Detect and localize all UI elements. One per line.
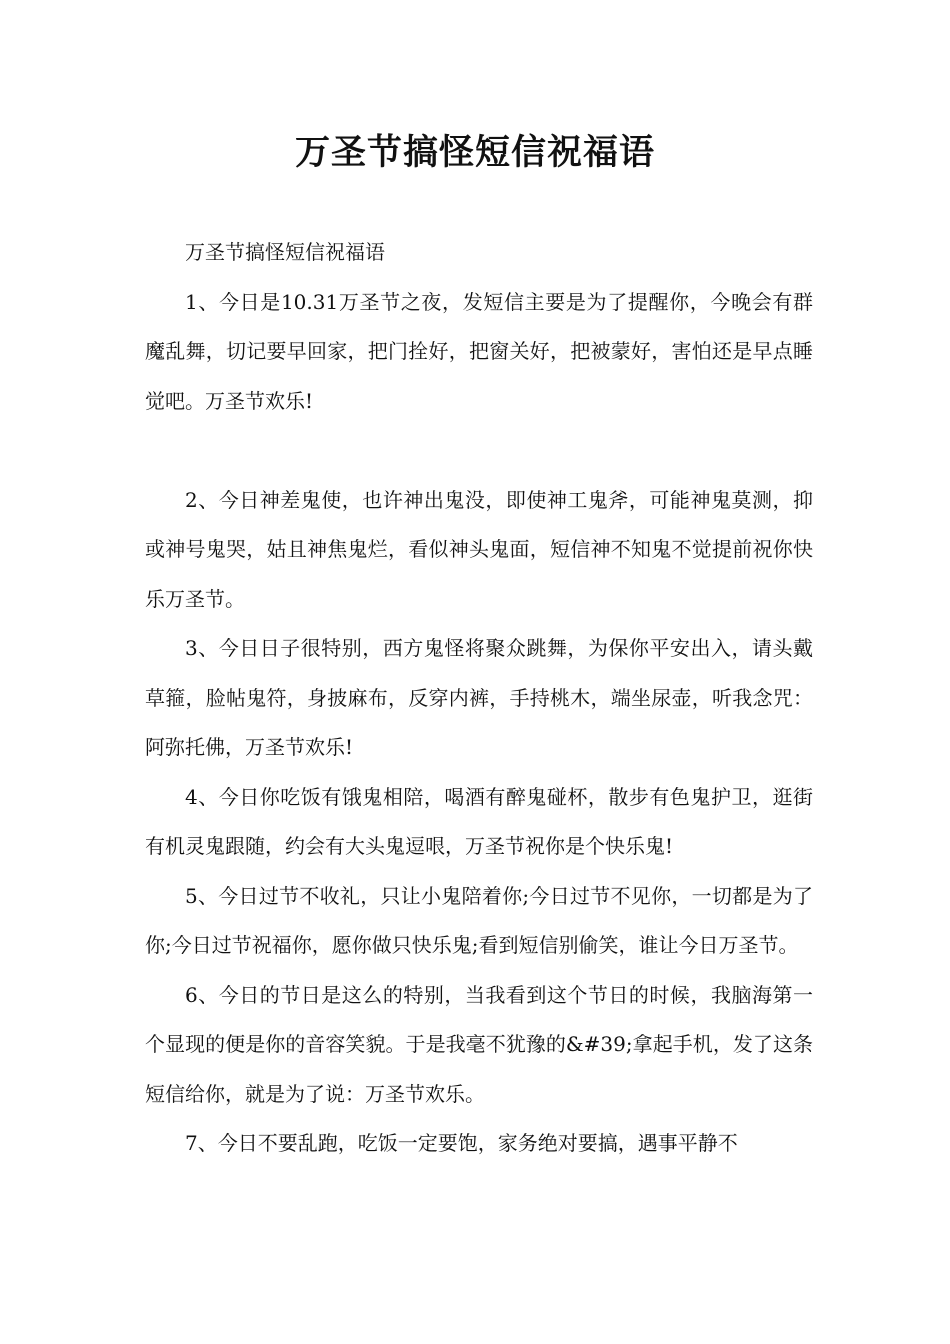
paragraph-3: 3、今日日子很特别，西方鬼怪将聚众跳舞，为保你平安出入，请头戴草箍，脸帖鬼符，身披麻布，反穿内裤，手持桃木，端坐尿壶，听我念咒：阿弥托佛，万圣节欢乐! <box>145 636 813 759</box>
paragraph-subtitle: 万圣节搞怪短信祝福语 <box>185 240 385 264</box>
paragraph-7: 7、今日不要乱跑，吃饭一定要饱，家务绝对要搞，遇事平静不 <box>185 1131 738 1155</box>
document-body <box>145 228 813 1169</box>
paragraph-5: 5、今日过节不收礼，只让小鬼陪着你;今日过节不见你，一切都是为了你;今日过节祝福你，愿你做只快乐鬼;看到短信别偷笑，谁让今日万圣节。 <box>145 883 813 957</box>
paragraph-4: 4、今日你吃饭有饿鬼相陪，喝酒有醉鬼碰杯，散步有色鬼护卫，逛街有机灵鬼跟随，约会有大头鬼逗哏，万圣节祝你是个快乐鬼! <box>145 784 813 858</box>
document-title: 万圣节搞怪短信祝福语 <box>294 133 655 173</box>
paragraph-6: 6、今日的节日是这么的特别，当我看到这个节日的时候，我脑海第一个显现的便是你的音容笑貌。于是我毫不犹豫的&#39;拿起手机，发了这条短信给你，就是为了说：万圣节欢乐。 <box>145 982 813 1106</box>
paragraph-2: 2、今日神差鬼使，也许神出鬼没，即使神工鬼斧，可能神鬼莫测，抑或神号鬼哭，姑且神焦鬼烂，看似神头鬼面，短信神不知鬼不觉提前祝你快乐万圣节。 <box>145 487 813 611</box>
paragraph-1: 1、今日是10.31万圣节之夜，发短信主要是为了提醒你，今晚会有群魔乱舞，切记要早回家，把门拴好，把窗关好，把被蒙好，害怕还是早点睡觉吧。万圣节欢乐! <box>145 289 813 413</box>
blank-line <box>145 426 813 476</box>
